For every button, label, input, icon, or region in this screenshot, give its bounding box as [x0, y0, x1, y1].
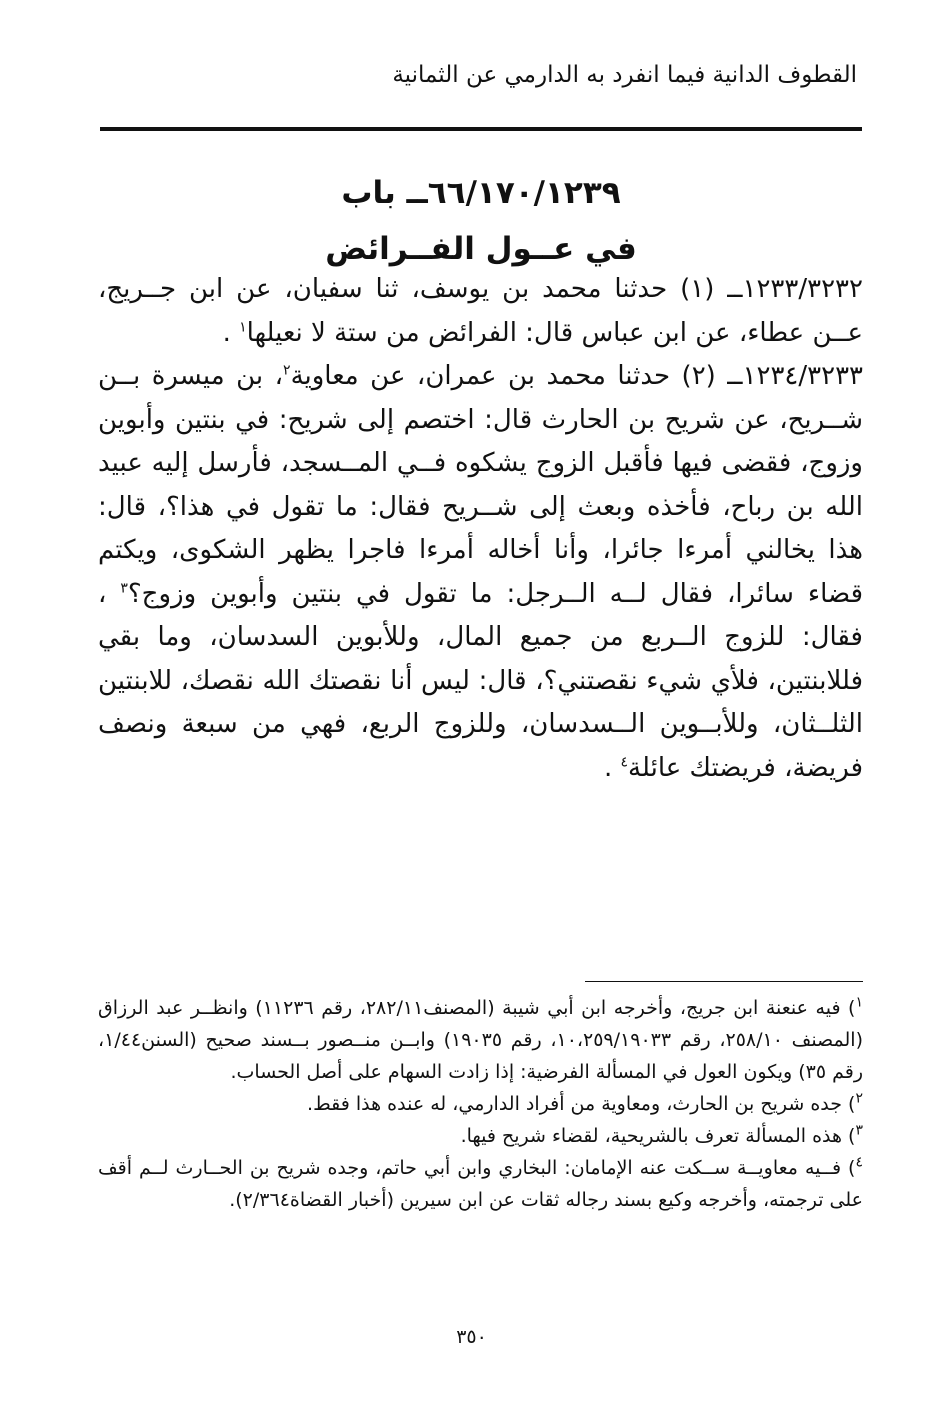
footnote-text: ) جده شريح بن الحارث، ومعاوية من أفراد الدارمي، له عنده هذا فقط. [307, 1093, 856, 1115]
footnote [98, 1088, 863, 1120]
hadith-text: (٢) حدثنا محمد بن عمران، عن معاوية [290, 361, 728, 391]
hadith-entry [98, 355, 863, 790]
footnote-ref: ٣ [120, 579, 128, 596]
chapter-heading-number: ٦٦/١٧٠/١٢٣٩ــ باب [341, 175, 621, 211]
hadith-number: ١٢٣٤/٣٢٣٣ــ [727, 361, 863, 391]
hadith-text-middle: ، بن ميسرة بــن شــريح، عن شريح بن الحارث قال: اختصم إلى شريح: في بنتين وأبوين وزوج، فقضى فيها فأقبل الزوج يشكوه فــي المــسجد، فأرسل إليه عبيد الله بن رباح، فأخذه وبعث إلى شــريح فقال: ما تقول في هذا؟، قال: هذا يخالني أمرءا جائرا، وأنا أخاله أمرءا فاجرا يظهر الشكوى، ويكتم قضاء سائرا، فقال لــه الــرجل: ما تقول في بنتين وأبوين وزوج؟ [98, 361, 863, 609]
footnote-ref: ١ [239, 318, 247, 335]
footnote-number: ٢ [855, 1090, 863, 1107]
hadith-text-final: . [603, 752, 621, 783]
footnote [98, 992, 863, 1088]
footnote-number: ٤ [855, 1154, 863, 1171]
header-rule [100, 127, 862, 131]
footnote-number: ٣ [855, 1122, 863, 1139]
hadith-text-end: ، فقال: للزوج الــربع من جميع المال، وللأبوين السدسان، وما بقي فللابنتين، فلأي شيء نقصتني؟، قال: ليس أنا نقصتك الله نقصك، للابنتين الثلــثان، وللأبــوين الــسدسان، وللزوج الربع، فهي من سبعة ونصف فريضة، فريضتك عائلة [98, 578, 863, 783]
footnote-rule [585, 981, 863, 982]
main-text [98, 268, 863, 790]
hadith-number: ١٢٣٣/٣٢٣٢ــ [727, 274, 863, 304]
page-number: ٣٥٠ [456, 1326, 487, 1348]
footnotes [98, 992, 863, 1216]
footnote [98, 1120, 863, 1152]
footnote-ref: ٢ [283, 362, 291, 379]
hadith-text-end: . [222, 317, 240, 348]
hadith-text: (١) حدثنا محمد بن يوسف، ثنا سفيان، عن ابن جــريج، عــن عطاء، عن ابن عباس قال: الفرائض من ستة لا نعيلها [98, 274, 863, 348]
footnote-text: ) فيه عنعنة ابن جريج، وأخرجه ابن أبي شيبة (المصنف٢٨٢/١١، رقم ١١٢٣٦) وانظــر عبد الرزاق (المصنف ٢٥٨/١٠، رقم ١٠،٢٥٩/١٩٠٣٣، رقم ١٩٠٣٥) وابــن منــصور بــسند صحيح (السنن١/٤٤، رقم ٣٥) ويكون العول في المسألة الفرضية: إذا زادت السهام على أصل الحساب. [98, 997, 863, 1083]
footnote-text: ) هذه المسألة تعرف بالشريحية، لقضاء شريح فيها. [460, 1125, 856, 1147]
chapter-heading-title: في عــول الفــرائض [325, 231, 637, 267]
running-title: القطوف الدانية فيما انفرد به الدارمي عن الثمانية [392, 62, 857, 88]
footnote-number: ١ [855, 994, 863, 1011]
chapter-heading [100, 165, 862, 277]
footnote [98, 1152, 863, 1216]
footnote-ref: ٤ [620, 753, 629, 770]
footnote-text: ) فــيه معاويــة ســكت عنه الإمامان: البخاري وابن أبي حاتم، وجده شريح بن الحــارث لــم أقف على ترجمته، وأخرجه وكيع بسند رجاله ثقات عن ابن سيرين (أخبار القضاة٢/٣٦٤). [98, 1157, 863, 1211]
hadith-entry [98, 268, 863, 355]
